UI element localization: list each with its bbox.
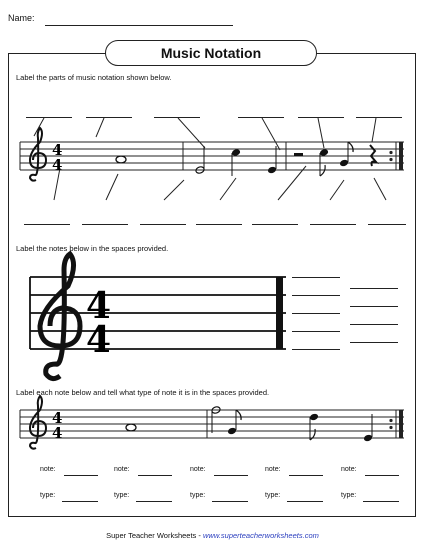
- note-label-4: note:: [265, 466, 281, 473]
- type-label-5: type:: [341, 492, 357, 499]
- note-label-5: note:: [341, 466, 357, 473]
- note-answer-4[interactable]: [289, 475, 323, 476]
- time-signature-bottom: 4: [52, 156, 63, 174]
- section2-instruction: Label the notes below in the spaces provided.: [16, 244, 169, 253]
- type-answer-1[interactable]: [62, 501, 98, 502]
- note-label-1: note:: [40, 466, 56, 473]
- name-label: Name:: [8, 13, 35, 23]
- section3-instruction: Label each note below and tell what type of note it is in the spaces provided.: [16, 388, 270, 397]
- time-signature-top: 4: [52, 409, 63, 427]
- type-answer-2[interactable]: [136, 501, 172, 502]
- quarter-note-icon: [363, 414, 373, 442]
- note-answer-3[interactable]: [214, 475, 248, 476]
- time-signature-bottom: 4: [86, 319, 112, 361]
- footer-brand: Super Teacher Worksheets -: [106, 531, 203, 540]
- type-answer-5[interactable]: [363, 501, 399, 502]
- type-answer-4[interactable]: [287, 501, 323, 502]
- whole-note-icon: [126, 424, 136, 431]
- time-signature-top: 4: [52, 141, 63, 159]
- section1-instruction: Label the parts of music notation shown below.: [16, 73, 172, 82]
- type-label-1: type:: [40, 492, 56, 499]
- note-answer-5[interactable]: [365, 475, 399, 476]
- type-label-3: type:: [190, 492, 206, 499]
- type-label-4: type:: [265, 492, 281, 499]
- eighth-note-icon: [309, 413, 319, 440]
- treble-clef-icon: [30, 396, 46, 449]
- footer-link[interactable]: www.superteacherworksheets.com: [202, 531, 319, 540]
- footer: [0, 531, 425, 540]
- note-answer-1[interactable]: [64, 475, 98, 476]
- note-label-2: note:: [114, 466, 130, 473]
- type-answer-3[interactable]: [212, 501, 248, 502]
- time-signature-bottom: 4: [52, 424, 63, 442]
- type-label-2: type:: [114, 492, 130, 499]
- note-answer-2[interactable]: [138, 475, 172, 476]
- time-signature-top: 4: [86, 285, 112, 327]
- note-label-3: note:: [190, 466, 206, 473]
- page-title: Music Notation: [160, 45, 262, 61]
